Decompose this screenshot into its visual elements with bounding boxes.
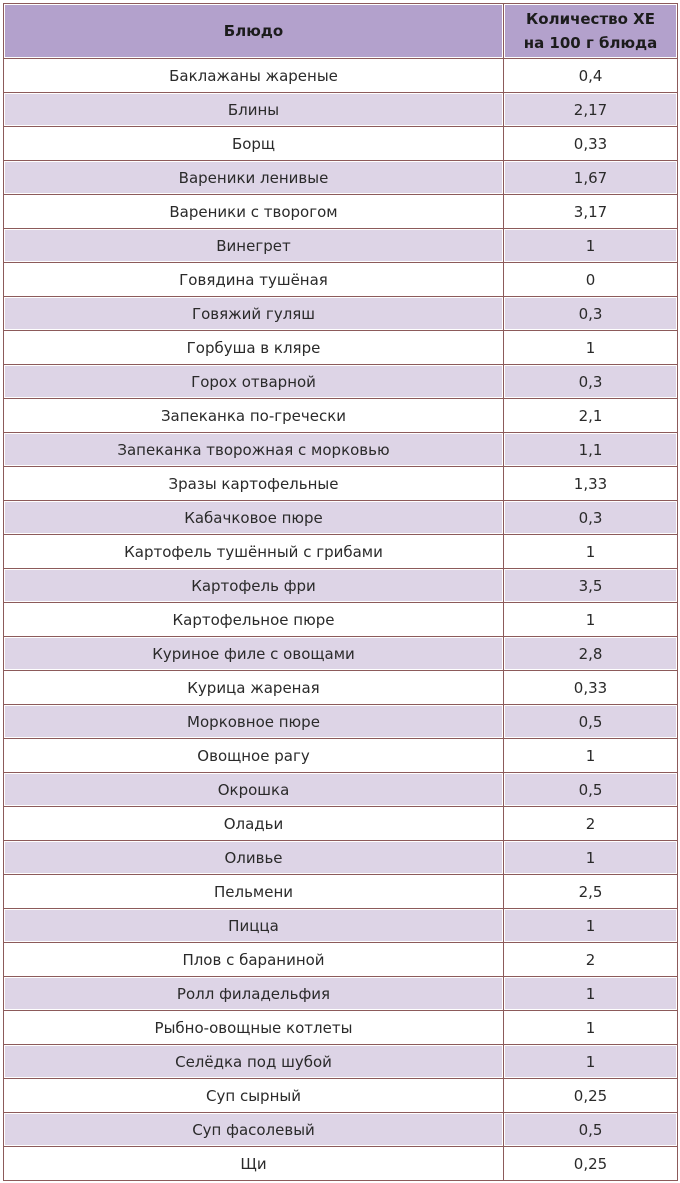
xe-value-cell: 1: [504, 331, 678, 365]
table-row: [4, 59, 678, 93]
table-row: [4, 93, 678, 127]
dish-name-cell: Борщ: [4, 127, 504, 161]
dish-name-cell: Морковное пюре: [4, 705, 504, 739]
table-row: [4, 909, 678, 943]
xe-value-cell: 0,33: [504, 127, 678, 161]
dish-name-cell: Ролл филадельфия: [4, 977, 504, 1011]
table-row: [4, 773, 678, 807]
xe-column-header: [504, 4, 678, 59]
table-row: [4, 501, 678, 535]
dish-name-cell: Винегрет: [4, 229, 504, 263]
xe-value-cell: 0: [504, 263, 678, 297]
xe-value-cell: 1: [504, 1045, 678, 1079]
dish-header-label: Блюдо: [223, 22, 284, 40]
xe-table: [3, 3, 678, 1181]
dish-name-cell: Оладьи: [4, 807, 504, 841]
dish-column-header: [4, 4, 504, 59]
xe-value-cell: 1: [504, 1011, 678, 1045]
xe-value-cell: 2,5: [504, 875, 678, 909]
xe-header-line-1: Количество ХЕ: [526, 10, 655, 28]
dish-name-cell: Запеканка по-гречески: [4, 399, 504, 433]
table-row: [4, 875, 678, 909]
table-row: [4, 331, 678, 365]
xe-value-cell: 2: [504, 807, 678, 841]
dish-name-cell: Вареники с творогом: [4, 195, 504, 229]
dish-name-cell: Запеканка творожная с морковью: [4, 433, 504, 467]
table-row: [4, 399, 678, 433]
xe-value-cell: 1: [504, 535, 678, 569]
xe-value-cell: 3,17: [504, 195, 678, 229]
dish-name-cell: Баклажаны жареные: [4, 59, 504, 93]
dish-name-cell: Говяжий гуляш: [4, 297, 504, 331]
dish-name-cell: Плов с бараниной: [4, 943, 504, 977]
table-row: [4, 1079, 678, 1113]
xe-value-cell: 1,67: [504, 161, 678, 195]
dish-name-cell: Рыбно-овощные котлеты: [4, 1011, 504, 1045]
table-row: [4, 127, 678, 161]
xe-value-cell: 1: [504, 603, 678, 637]
table-row: [4, 161, 678, 195]
xe-value-cell: 0,3: [504, 365, 678, 399]
table-row: [4, 705, 678, 739]
dish-name-cell: Вареники ленивые: [4, 161, 504, 195]
dish-name-cell: Картофель тушённый с грибами: [4, 535, 504, 569]
table-row: [4, 365, 678, 399]
dish-name-cell: Картофель фри: [4, 569, 504, 603]
xe-header-line-2: на 100 г блюда: [523, 34, 658, 52]
dish-name-cell: Селёдка под шубой: [4, 1045, 504, 1079]
table-row: [4, 297, 678, 331]
xe-value-cell: 0,33: [504, 671, 678, 705]
dish-name-cell: Зразы картофельные: [4, 467, 504, 501]
table-row: [4, 1045, 678, 1079]
table-row: [4, 1113, 678, 1147]
xe-value-cell: 2: [504, 943, 678, 977]
table-row: [4, 943, 678, 977]
xe-value-cell: 1: [504, 977, 678, 1011]
dish-name-cell: Блины: [4, 93, 504, 127]
table-header: [4, 4, 678, 59]
table-row: [4, 1011, 678, 1045]
dish-name-cell: Горох отварной: [4, 365, 504, 399]
table-body: [4, 59, 678, 1181]
table-row: [4, 807, 678, 841]
dish-name-cell: Суп фасолевый: [4, 1113, 504, 1147]
dish-name-cell: Щи: [4, 1147, 504, 1181]
dish-name-cell: Оливье: [4, 841, 504, 875]
table-row: [4, 671, 678, 705]
xe-value-cell: 1: [504, 739, 678, 773]
xe-value-cell: 2,1: [504, 399, 678, 433]
dish-name-cell: Овощное рагу: [4, 739, 504, 773]
xe-value-cell: 2,8: [504, 637, 678, 671]
table-row: [4, 739, 678, 773]
dish-name-cell: Окрошка: [4, 773, 504, 807]
xe-value-cell: 0,4: [504, 59, 678, 93]
table-row: [4, 569, 678, 603]
xe-value-cell: 1,33: [504, 467, 678, 501]
xe-value-cell: 1: [504, 909, 678, 943]
table-row: [4, 195, 678, 229]
table-row: [4, 637, 678, 671]
dish-name-cell: Курица жареная: [4, 671, 504, 705]
table-row: [4, 467, 678, 501]
dish-name-cell: Пельмени: [4, 875, 504, 909]
xe-value-cell: 0,3: [504, 297, 678, 331]
xe-value-cell: 1: [504, 841, 678, 875]
dish-name-cell: Пицца: [4, 909, 504, 943]
dish-name-cell: Говядина тушёная: [4, 263, 504, 297]
header-row: [4, 4, 678, 59]
xe-value-cell: 0,25: [504, 1079, 678, 1113]
table-row: [4, 263, 678, 297]
xe-value-cell: 0,5: [504, 705, 678, 739]
table-row: [4, 535, 678, 569]
xe-value-cell: 0,25: [504, 1147, 678, 1181]
xe-value-cell: 1,1: [504, 433, 678, 467]
xe-value-cell: 0,5: [504, 1113, 678, 1147]
table-row: [4, 229, 678, 263]
table-row: [4, 603, 678, 637]
dish-name-cell: Кабачковое пюре: [4, 501, 504, 535]
table-row: [4, 433, 678, 467]
xe-value-cell: 0,3: [504, 501, 678, 535]
xe-value-cell: 1: [504, 229, 678, 263]
xe-value-cell: 0,5: [504, 773, 678, 807]
table-row: [4, 841, 678, 875]
dish-name-cell: Горбуша в кляре: [4, 331, 504, 365]
dish-name-cell: Картофельное пюре: [4, 603, 504, 637]
table-row: [4, 1147, 678, 1181]
dish-name-cell: Куриное филе с овощами: [4, 637, 504, 671]
xe-value-cell: 2,17: [504, 93, 678, 127]
table-row: [4, 977, 678, 1011]
dish-name-cell: Суп сырный: [4, 1079, 504, 1113]
xe-value-cell: 3,5: [504, 569, 678, 603]
